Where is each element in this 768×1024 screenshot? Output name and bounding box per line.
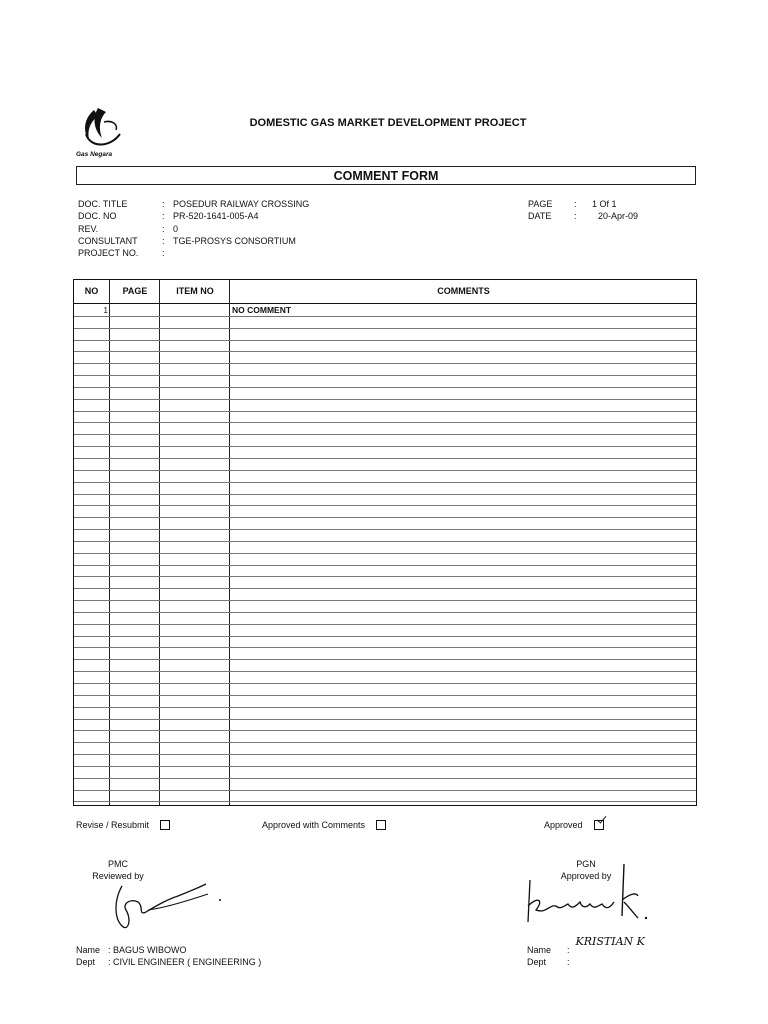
doc-no-label: DOC. NO xyxy=(78,211,117,222)
table-row xyxy=(74,447,696,459)
separator: : xyxy=(162,223,165,234)
table-row xyxy=(74,459,696,471)
approver-role: Approved by xyxy=(560,871,612,881)
dept-label: Dept xyxy=(76,957,96,967)
reviewer-signature-icon xyxy=(108,876,228,938)
reviewer-org: PMC xyxy=(108,859,128,869)
table-row xyxy=(74,495,696,507)
approver-handwritten-name: KRISTIAN K xyxy=(575,935,645,948)
table-row xyxy=(74,412,696,424)
revise-resubmit-label: Revise / Resubmit xyxy=(76,820,150,830)
form-title: COMMENT FORM xyxy=(76,166,696,185)
table-row xyxy=(74,388,696,400)
consultant-value: TGE-PROSYS CONSORTIUM xyxy=(173,235,296,246)
approved-checkbox[interactable] xyxy=(594,820,604,830)
separator: : xyxy=(162,248,165,259)
doc-no-row xyxy=(78,210,309,222)
consultant-row xyxy=(78,235,309,247)
revise-resubmit-checkbox[interactable] xyxy=(160,820,170,830)
table-row xyxy=(74,329,696,341)
table-row xyxy=(74,696,696,708)
doc-title-row xyxy=(78,198,309,210)
approved-option[interactable] xyxy=(544,820,604,830)
approver-name-row xyxy=(527,935,645,956)
separator: : xyxy=(162,235,165,246)
table-row xyxy=(74,779,696,791)
row-comment: NO COMMENT xyxy=(232,305,292,315)
table-row xyxy=(74,483,696,495)
doc-title-value: POSEDUR RAILWAY CROSSING xyxy=(173,199,310,209)
date-value: 20-Apr-09 xyxy=(598,211,639,222)
col-header-page: PAGE xyxy=(122,286,148,296)
name-label: Name xyxy=(527,945,552,955)
rev-row xyxy=(78,223,309,235)
table-row xyxy=(74,542,696,554)
table-row xyxy=(74,364,696,376)
logo-caption: Gas Negara xyxy=(76,151,113,158)
revise-resubmit-option[interactable] xyxy=(76,820,170,830)
page-row xyxy=(528,198,638,210)
rev-value: 0 xyxy=(173,223,179,234)
table-row xyxy=(74,577,696,589)
doc-title-label: DOC. TITLE xyxy=(78,199,128,209)
rev-label: REV. xyxy=(78,223,99,234)
reviewer-dept: : CIVIL ENGINEER ( ENGINEERING ) xyxy=(108,957,262,967)
table-row xyxy=(74,637,696,649)
table-row xyxy=(74,720,696,732)
approver-signature-icon xyxy=(520,860,660,932)
table-row xyxy=(74,400,696,412)
table-row xyxy=(74,755,696,767)
table-row xyxy=(74,731,696,743)
gas-negara-logo xyxy=(76,104,132,162)
table-row xyxy=(74,352,696,364)
approved-label: Approved xyxy=(544,820,583,830)
table-row xyxy=(74,589,696,601)
reviewer-dept-row xyxy=(76,956,261,968)
name-label: Name xyxy=(76,945,101,955)
table-body xyxy=(74,305,696,802)
table-row xyxy=(74,767,696,779)
separator: : xyxy=(574,199,577,209)
separator: : xyxy=(574,211,577,222)
dept-label: Dept xyxy=(527,957,547,967)
separator: : xyxy=(162,199,165,209)
table-row xyxy=(74,506,696,518)
comment-table xyxy=(73,279,697,806)
reviewer-details xyxy=(76,944,261,968)
table-row xyxy=(74,708,696,720)
table-row xyxy=(74,341,696,353)
approver-details xyxy=(527,935,645,968)
table-row xyxy=(74,435,696,447)
approver-name-separator: : xyxy=(567,945,570,955)
reviewer-role: Reviewed by xyxy=(92,871,144,881)
approver-dept: : xyxy=(567,957,570,967)
table-row xyxy=(74,317,696,329)
reviewer-name-row xyxy=(76,944,261,956)
project-no-row xyxy=(78,247,309,259)
table-row xyxy=(74,471,696,483)
table-row xyxy=(74,743,696,755)
page-date-metadata xyxy=(528,198,638,223)
separator: : xyxy=(162,211,165,222)
page-value: 1 Of 1 xyxy=(592,199,617,209)
project-no-label: PROJECT NO. xyxy=(78,248,139,259)
consultant-label: CONSULTANT xyxy=(78,235,138,246)
table-row xyxy=(74,684,696,696)
row-number: 1 xyxy=(103,306,108,315)
table-row xyxy=(74,423,696,435)
approved-with-comments-option[interactable] xyxy=(262,820,386,830)
table-row xyxy=(74,648,696,660)
table-row xyxy=(74,672,696,684)
date-label: DATE xyxy=(528,211,552,222)
project-title: DOMESTIC GAS MARKET DEVELOPMENT PROJECT xyxy=(249,117,527,129)
table-row xyxy=(74,566,696,578)
col-header-comments: COMMENTS xyxy=(437,286,490,296)
table-row xyxy=(74,791,696,803)
table-row xyxy=(74,530,696,542)
table-row xyxy=(74,601,696,613)
reviewer-name: : BAGUS WIBOWO xyxy=(108,945,187,955)
table-row xyxy=(74,376,696,388)
col-header-no: NO xyxy=(84,286,99,296)
col-header-item-no: ITEM NO xyxy=(176,286,214,296)
date-row xyxy=(528,210,638,222)
table-row xyxy=(74,660,696,672)
page-label: PAGE xyxy=(528,199,553,209)
table-row xyxy=(74,613,696,625)
header-divider xyxy=(74,303,696,304)
approver-dept-row xyxy=(527,956,645,968)
doc-no-value: PR-520-1641-005-A4 xyxy=(173,211,259,222)
approved-with-comments-checkbox[interactable] xyxy=(376,820,386,830)
table-row xyxy=(74,625,696,637)
approved-with-comments-label: Approved with Comments xyxy=(262,820,366,830)
table-row xyxy=(74,518,696,530)
approver-org: PGN xyxy=(576,859,596,869)
table-row xyxy=(74,554,696,566)
table-row xyxy=(74,305,696,317)
document-metadata xyxy=(78,198,309,259)
